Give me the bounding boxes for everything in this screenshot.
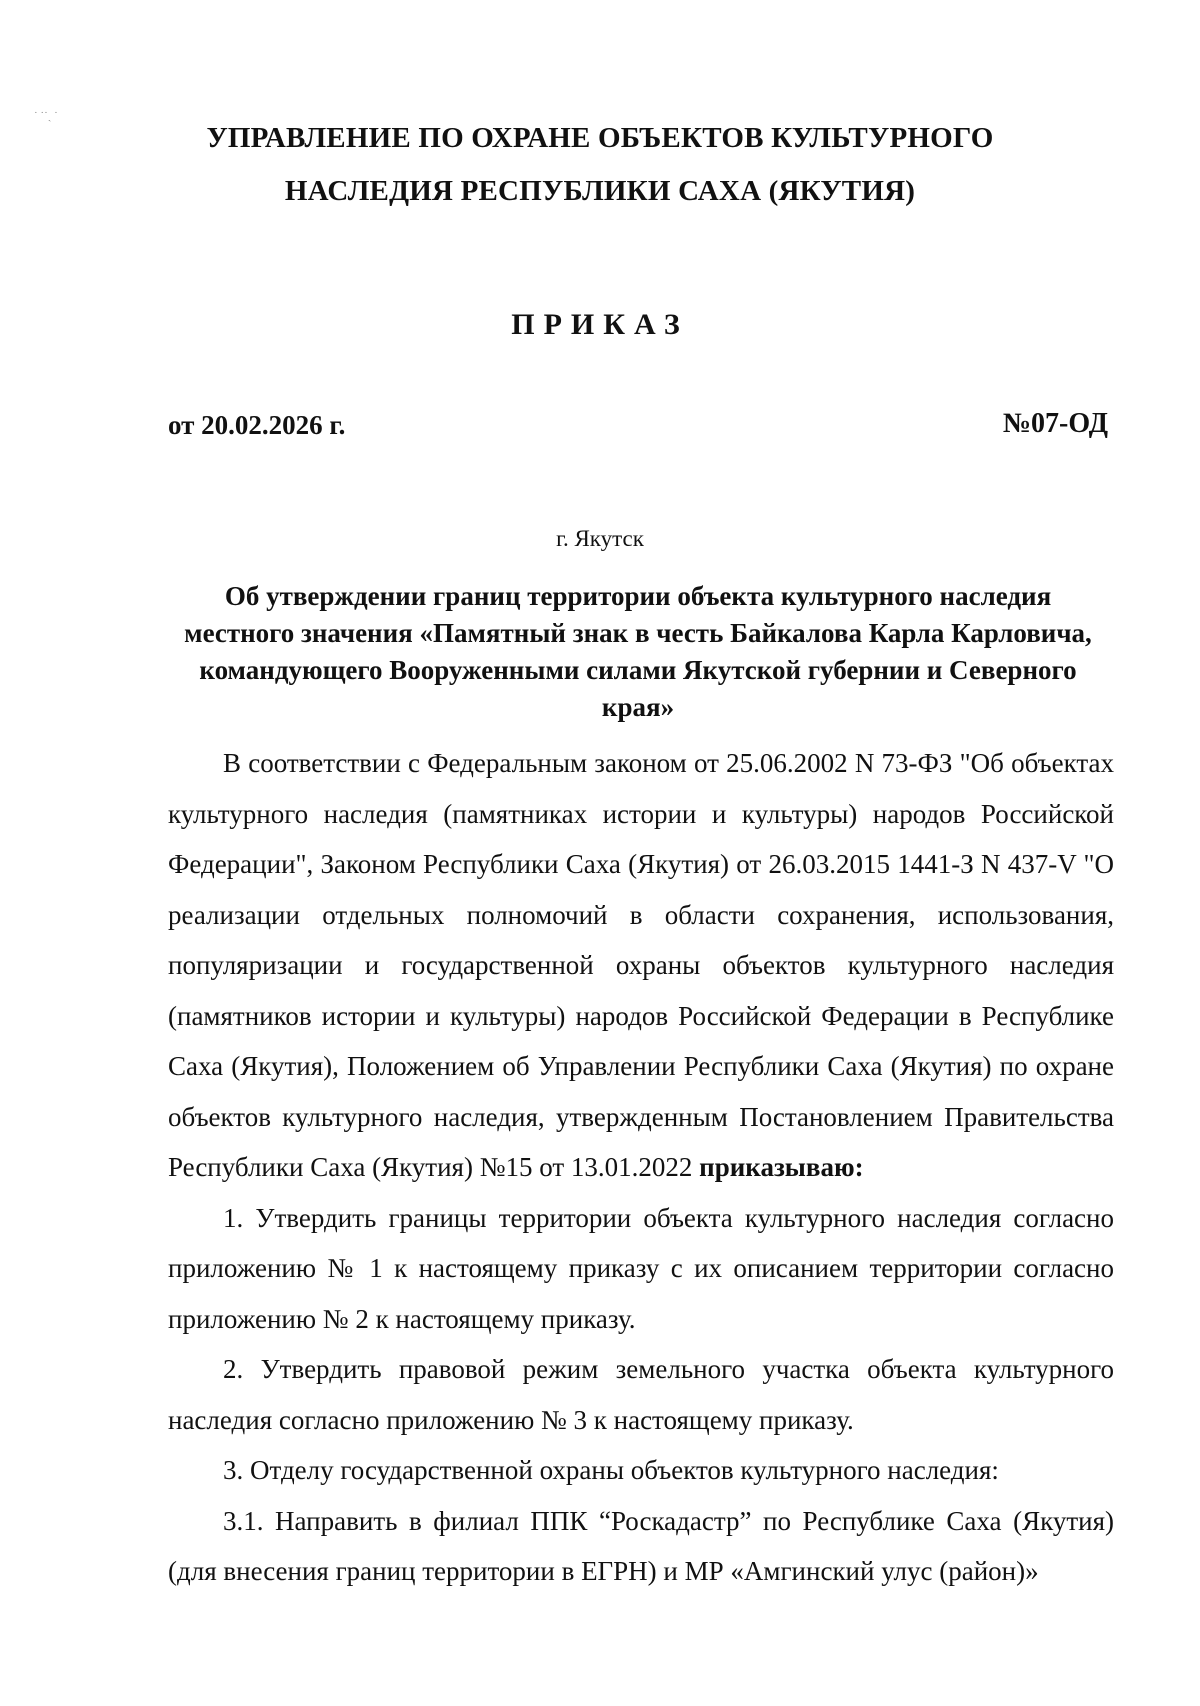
order-word: приказываю: [699,1152,864,1182]
item-3-1-paragraph: 3.1. Направить в филиал ППК “Роскадастр” по Республике Саха (Якутия) (для внесения границ территории в ЕГРН) и МР «Амгинский улус (район)» [168,1505,1114,1586]
preamble-text: В соответствии с Федеральным законом от 25.06.2002 N 73-ФЗ "Об объектах культурного наследия (памятниках истории и культуры) народов Российской Федерации", Законом Республики Саха (Якутия) от 26.03.2015 1441-З N 437-V "О реализации отдельных полномочий в области сохранения, использования, популяризации и государственной охраны объектов культурного наследия (памятников истории и культуры) народов Российской Федерации в Республике Саха (Якутия), Положением об Управлении Республики Саха (Якутия) по охране объектов культурного наследия, утвержденным Постановлением Правительства Республики Саха (Якутия) №15 от 13.01.2022 [168,748,1114,1182]
item-2-paragraph: 2. Утвердить правовой режим земельного участка объекта культурного наследия согласно приложению № 3 к настоящему приказу. [168,1354,1114,1435]
document-type-title: ПРИКАЗ [511,308,689,341]
organization-header-line-1: УПРАВЛЕНИЕ ПО ОХРАНЕ ОБЪЕКТОВ КУЛЬТУРНОГО [206,122,994,154]
preamble-paragraph [168,738,1114,1193]
item-3-paragraph: 3. Отделу государственной охраны объектов культурного наследия: [223,1455,999,1485]
document-number: №07-ОД [1002,408,1108,439]
organization-header-line-2: НАСЛЕДИЯ РЕСПУБЛИКИ САХА (ЯКУТИЯ) [284,175,916,207]
document-body [168,738,1114,1597]
document-subject: Об утверждении границ территории объекта культурного наследия местного значения «Памятный знак в честь Байкалова Карла Карловича, командующего Вооруженными силами Якутской губернии и Северного края» [184,581,1092,722]
document-date: от 20.02.2026 г. [168,410,346,440]
scan-artifact: ˙ ˙˙ˎ ˙ [34,110,58,122]
document-city: г. Якутск [556,526,644,551]
item-1-paragraph: 1. Утвердить границы территории объекта культурного наследия согласно приложению № 1 к настоящему приказу с их описанием территории согласно приложению № 2 к настоящему приказу. [168,1202,1114,1334]
